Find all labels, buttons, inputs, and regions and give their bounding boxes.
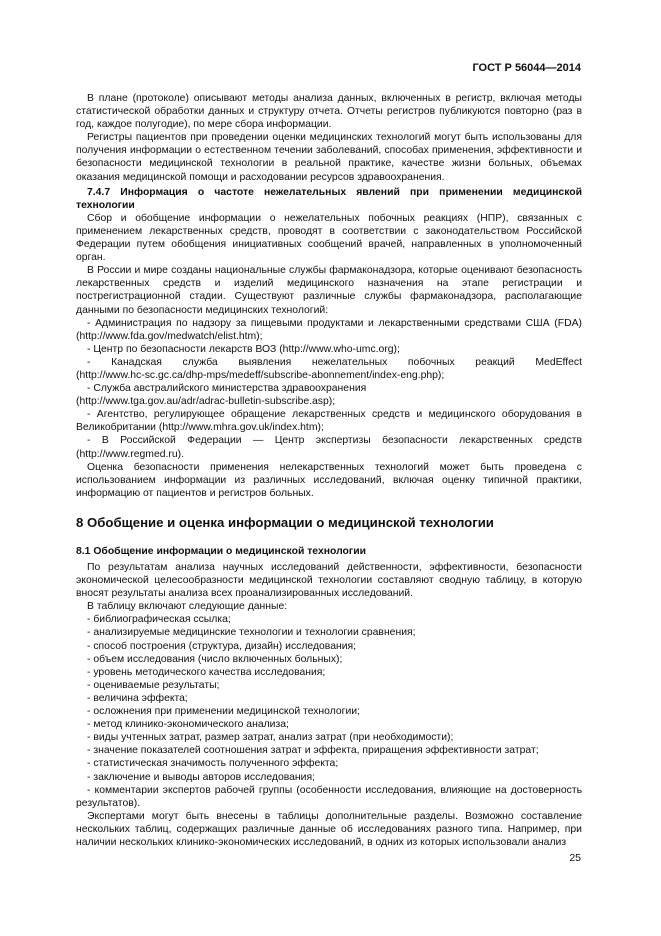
paragraph: По результатам анализа научных исследований действенности, эффективности, безопасности экономической целесообразности медицинской технологии составляют сводную таблицу, в которую вносят результаты анализа всех проанализированных исследований. [76,562,582,600]
list-item: - статистическая значимость полученного эффекта; [87,758,339,770]
table-contents-list [76,613,582,809]
page-content [76,92,582,849]
service-item: - Канадская служба выявления нежелательных побочных реакций MedEffect [87,356,582,368]
service-item: - Агентство, регулирующее обращение лекарственных средств и медицинского оборудования в Великобритании (http://www.mhra.gov.uk/index.htm); [76,409,582,434]
doc-code-header: ГОСТ Р 56044—2014 [472,62,581,74]
service-item: - Служба австралийского министерства здравоохранения [87,383,367,395]
paragraph: В плане (протоколе) описывают методы анализа данных, включенных в регистр, включая методы статистической обработки данных и структуру отчета. Отчеты регистров публикуются повторно (раз в год, каждое полугодие), по мере сбора информации. [76,93,582,131]
list-item: - библиографическая ссылка; [87,614,231,626]
list-item: - виды учтенных затрат, размер затрат, анализ затрат (при необходимости); [87,732,454,744]
service-url: (http://www.hc-sc.gc.ca/dhp-mps/medeff/subscribe-abonnement/index-eng.php); [76,369,445,381]
paragraph: В России и мире созданы национальные службы фармаконадзора, которые оценивают безопасность лекарственных средств и изделий медицинского назначения на этапе регистрации и пострегистрационной стадии. Существуют различные службы фармаконадзора, располагающие данными по безопасности медицинских технологий: [76,265,582,316]
page-number: 25 [569,852,581,864]
list-item: - метод клинико-экономического анализа; [87,719,289,731]
list-item: - комментарии экспертов рабочей группы (особенности исследования, влияющие на достоверность результатов). [76,784,582,809]
service-item: - Центр по безопасности лекарств ВОЗ (http://www.who-umc.org); [87,343,400,355]
service-url: (http://www.regmed.ru). [76,448,184,460]
service-item: - В Российской Федерации — Центр экспертизы безопасности лекарственных средств [87,435,582,447]
paragraph: Оценка безопасности применения нелекарственных технологий может быть проведена с использованием информации из различных исследований, включая оценку типичной практики, информацию от пациентов и регистров больных. [76,461,582,499]
list-item: - способ построения (структура, дизайн) исследования; [87,640,357,652]
list-item: - анализируемые медицинские технологии и технологии сравнения; [87,627,416,639]
list-item: - величина эффекта; [87,692,188,704]
list-item: - осложнения при применении медицинской технологии; [87,706,360,718]
service-url: (http://www.tga.gov.au/adr/adrac-bulletin-subscribe.asp); [76,396,336,408]
list-item: - уровень методического качества исследования; [87,666,326,678]
list-item: - заключение и выводы авторов исследования; [87,771,315,783]
section-heading-8: 8 Обобщение и оценка информации о медицинской технологии [76,514,494,530]
list-item: - значение показателей соотношения затрат и эффекта, приращения эффективности затрат; [87,745,539,757]
paragraph: Регистры пациентов при проведении оценки медицинских технологий могут быть использованы для получения информации о естественном течении заболеваний, способах применения, эффективности и безопасности медицинской технологии в реальной практике, качестве жизни больных, объемах оказания медицинской помощи и расходовании ресурсов здравоохранения. [76,132,582,183]
paragraph: Экспертами могут быть внесены в таблицы дополнительные разделы. Возможно составление нескольких таблиц, содержащих различные данные об исследованиях разного типа. Например, при наличии нескольких клинико-экономических исследований, в одних из которых использовали анализ [76,810,582,848]
paragraph: Сбор и обобщение информации о нежелательных побочных реакциях (НПР), связанных с применением лекарственных средств, проводят в соответствии с законодательством Российской Федерации путем обобщения инициативных сообщений врачей, направленных в уполномоченный орган. [76,212,582,264]
list-item: - оцениваемые результаты; [87,679,220,691]
service-item: - Администрация по надзору за пищевыми продуктами и лекарственными средствами США (FDA) (http://www.fda.gov/medwatch/elist.htm); [76,317,582,342]
subsection-heading-8-1: 8.1 Обобщение информации о медицинской технологии [76,545,367,557]
list-item: - объем исследования (число включенных больных); [87,653,343,665]
subsection-heading-7-4-7: 7.4.7 Информация о частоте нежелательных явлений при применении медицинской технологии [76,186,582,211]
paragraph: В таблицу включают следующие данные: [87,601,288,613]
